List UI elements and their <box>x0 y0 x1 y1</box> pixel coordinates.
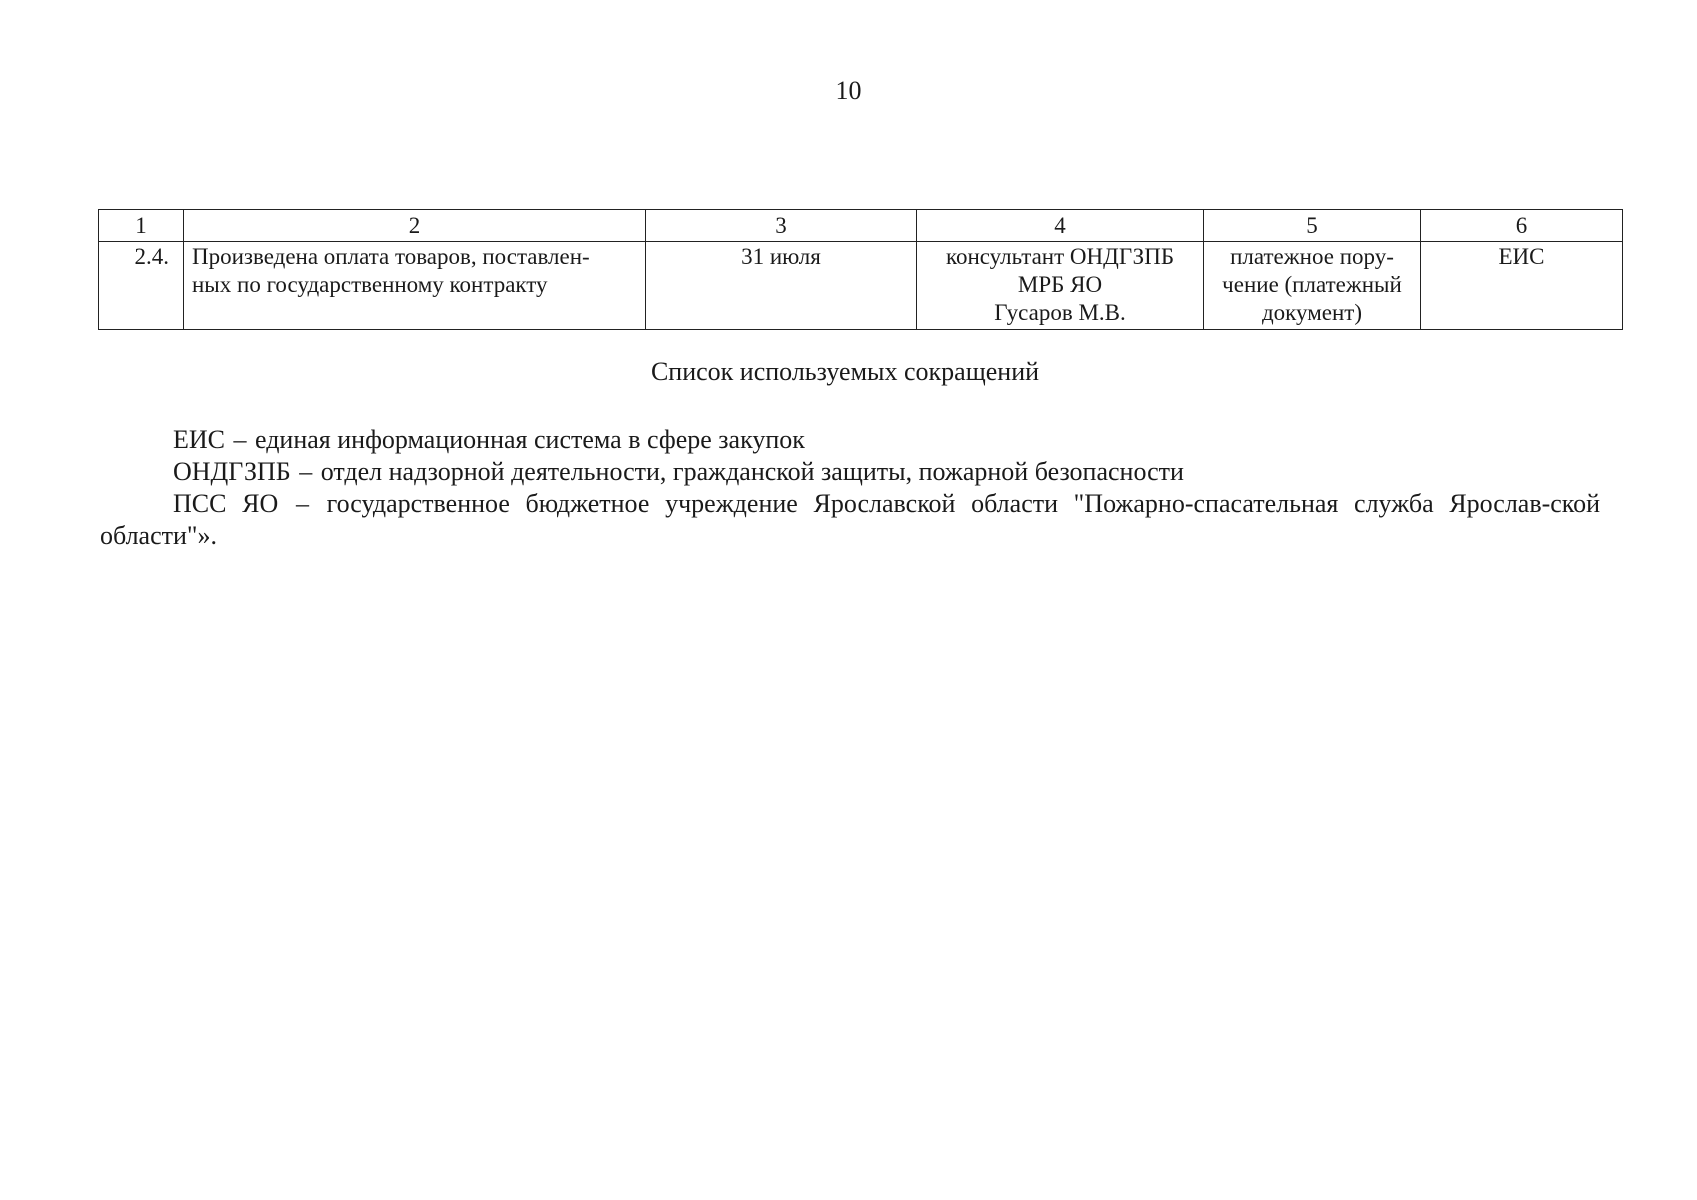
cell-text-line: консультант ОНДГЗПБ <box>945 244 1175 269</box>
abbreviation-definition: государственное бюджетное учреждение Ярославской области "Пожарно-спасательная служба Ярослав-ской области"». <box>100 489 1601 550</box>
cell-text-line: чение (платежный <box>1222 272 1402 297</box>
document-cell <box>1204 242 1421 330</box>
abbreviation-item <box>100 424 1600 456</box>
cell-text-line: Гусаров М.В. <box>994 300 1126 325</box>
abbreviation-item <box>100 456 1600 488</box>
responsible-cell <box>917 242 1204 330</box>
abbreviation-term: ОНДГЗПБ <box>173 457 291 486</box>
abbreviation-dash: – <box>299 457 313 486</box>
table-row <box>99 242 1623 330</box>
table-header-row <box>99 210 1623 242</box>
abbreviation-definition: единая информационная система в сфере закупок <box>255 425 805 454</box>
abbreviation-dash: – <box>295 489 309 518</box>
cell-text-line: МРБ ЯО <box>1017 272 1103 297</box>
row-number-cell: 2.4. <box>99 242 184 330</box>
abbreviations-title: Список используемых сокращений <box>650 357 1040 386</box>
abbreviation-dash: – <box>233 425 247 454</box>
action-description-cell <box>184 242 646 330</box>
header-cell: 1 <box>99 210 184 242</box>
abbreviation-term: ЕИС <box>173 425 225 454</box>
header-cell: 3 <box>646 210 917 242</box>
header-cell: 2 <box>184 210 646 242</box>
abbreviation-definition: отдел надзорной деятельности, гражданской защиты, пожарной безопасности <box>320 457 1184 486</box>
abbreviation-item <box>100 488 1600 552</box>
cell-text-line: ных по государственному контракту <box>192 272 548 297</box>
placement-cell: ЕИС <box>1421 242 1623 330</box>
page-number: 10 <box>835 76 862 105</box>
header-cell: 6 <box>1421 210 1623 242</box>
cell-text-line: документ) <box>1261 300 1363 325</box>
deadline-cell: 31 июля <box>646 242 917 330</box>
header-cell: 5 <box>1204 210 1421 242</box>
header-cell: 4 <box>917 210 1204 242</box>
abbreviation-term: ПСС ЯО <box>173 489 279 518</box>
cell-text-line: платежное пору- <box>1230 244 1394 269</box>
abbreviations-list <box>100 424 1600 552</box>
cell-text-line: Произведена оплата товаров, поставлен- <box>192 244 590 269</box>
schedule-table <box>98 209 1623 330</box>
